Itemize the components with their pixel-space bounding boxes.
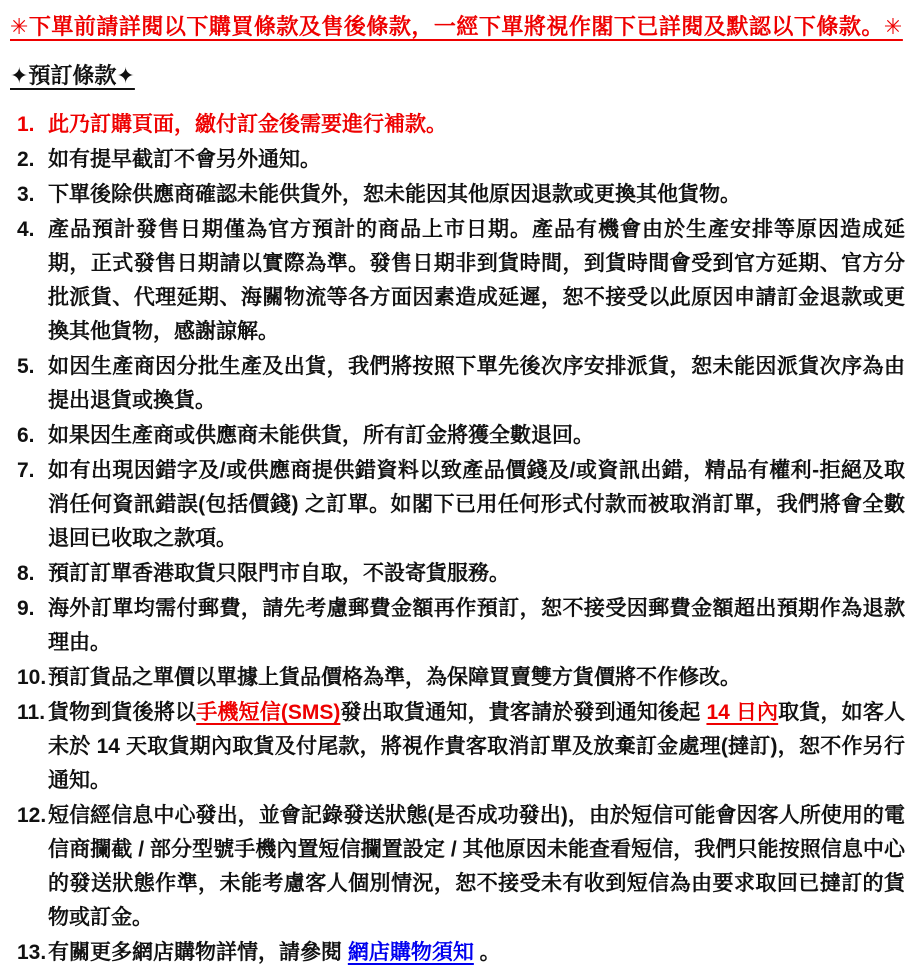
term-text-segment: 如有提早截訂不會另外通知。	[48, 148, 321, 171]
term-item-6	[10, 419, 905, 453]
term-item-number: 3.	[17, 183, 35, 206]
section-title-preorder-terms: ✦預訂條款✦	[10, 63, 135, 88]
term-item-11	[10, 696, 905, 798]
pre-order-warning-banner: ✳下單前請詳閱以下購買條款及售後條款，一經下單將視作閣下已詳閱及默認以下條款。✳	[10, 14, 903, 39]
term-item-text	[48, 804, 905, 929]
term-text-segment: 如有出現因錯字及/或供應商提供錯資料以致產品價錢及/或資訊出錯，精品有權利-拒絕及取消任何資訊錯誤(包括價錢) 之訂單。如閣下已用任何形式付款而被取消訂單，我們將會全數退回已收取之款項。	[48, 459, 905, 550]
term-text-segment: 發出取貨通知，貴客請於發到通知後起	[340, 701, 707, 724]
term-item-number: 2.	[17, 148, 35, 171]
term-item-number: 13.	[17, 941, 47, 964]
term-item-number: 11.	[17, 701, 46, 724]
shop-guide-link[interactable]: 網店購物須知	[347, 941, 474, 964]
term-item-number: 6.	[17, 424, 35, 447]
term-item-text	[48, 597, 905, 654]
term-item-number: 7.	[17, 459, 35, 482]
term-item-2	[10, 143, 905, 177]
term-item-number: 12.	[17, 804, 47, 827]
red-highlight-text: 手機短信(SMS)	[196, 701, 341, 724]
red-highlight-text: 14 日內	[706, 701, 779, 724]
term-item-number: 8.	[17, 562, 35, 585]
term-item-text	[48, 183, 741, 206]
term-item-7	[10, 454, 905, 556]
term-item-1	[10, 108, 905, 142]
term-item-number: 9.	[17, 597, 35, 620]
term-item-12	[10, 799, 905, 935]
term-item-number: 10.	[17, 666, 47, 689]
term-item-text	[48, 424, 594, 447]
term-text-segment: 短信經信息中心發出，並會記錄發送狀態(是否成功發出)，由於短信可能會因客人所使用的電信商攔截 / 部分型號手機內置短信攔置設定 / 其他原因未能查看短信，我們只能按照信息中心的發送狀態作準，未能考慮客人個別情況，恕不接受未有收到短信為由要求取回已撻訂的貨物或訂金。	[48, 804, 905, 929]
term-item-number: 4.	[17, 218, 35, 241]
term-text-segment: 此乃訂購頁面，繳付訂金後需要進行補款。	[48, 113, 447, 136]
term-item-10	[10, 661, 905, 695]
term-item-number: 5.	[17, 355, 35, 378]
term-item-8	[10, 557, 905, 591]
term-item-text	[48, 666, 741, 689]
term-text-segment: 預訂訂單香港取貨只限門市自取，不設寄貨服務。	[48, 562, 510, 585]
term-text-segment: 產品預計發售日期僅為官方預計的商品上市日期。產品有機會由於生產安排等原因造成延期，正式發售日期請以實際為準。發售日期非到貨時間，到貨時間會受到官方延期、官方分批派貨、代理延期、海關物流等各方面因素造成延遲，恕不接受以此原因申請訂金退款或更換其他貨物，感謝諒解。	[48, 218, 905, 343]
term-text-segment: 。	[473, 941, 501, 964]
term-item-text	[48, 113, 447, 136]
term-item-5	[10, 350, 905, 418]
term-item-text	[48, 218, 905, 343]
term-text-segment: 下單後除供應商確認未能供貨外，恕未能因其他原因退款或更換其他貨物。	[48, 183, 741, 206]
term-text-segment: 取貨，如客人未於 14 天取貨期內取貨及付尾款，將視作貴客取消訂單及放棄訂金處理(撻訂)，恕不作另行通知。	[48, 701, 906, 792]
term-text-segment: 海外訂單均需付郵費，請先考慮郵費金額再作預訂，恕不接受因郵費金額超出預期作為退款理由。	[48, 597, 905, 654]
term-item-text	[48, 148, 321, 171]
term-item-text	[48, 562, 510, 585]
term-item-text	[48, 355, 905, 412]
term-item-9	[10, 592, 905, 660]
term-text-segment: 有關更多網店購物詳情，請參閱	[48, 941, 348, 964]
term-text-segment: 貨物到貨後將以	[48, 701, 197, 724]
term-text-segment: 如因生產商因分批生產及出貨，我們將按照下單先後次序安排派貨，恕未能因派貨次序為由提出退貨或換貨。	[48, 355, 905, 412]
term-item-13	[10, 936, 905, 970]
term-item-number: 1.	[17, 113, 35, 136]
term-item-3	[10, 178, 905, 212]
term-text-segment: 預訂貨品之單價以單據上貨品價格為準，為保障買賣雙方貨價將不作修改。	[48, 666, 741, 689]
term-item-text	[48, 941, 501, 964]
term-item-text	[48, 459, 905, 550]
terms-list	[10, 108, 905, 970]
term-item-text	[48, 701, 905, 792]
term-item-4	[10, 213, 905, 349]
term-text-segment: 如果因生產商或供應商未能供貨，所有訂金將獲全數退回。	[48, 424, 594, 447]
